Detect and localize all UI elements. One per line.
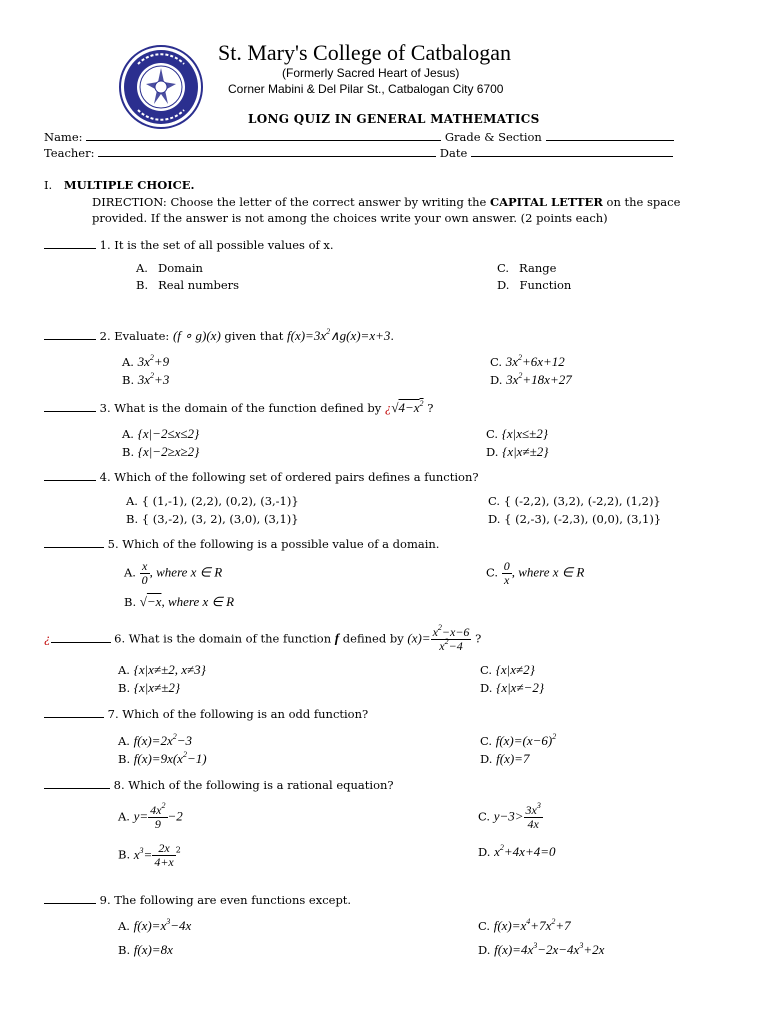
grade-label: Grade & Section [444,130,542,144]
question-3-text: 3. What is the domain of the function defined by [99,401,385,415]
q2-option-d: D. $3x^2+18x+27$ [490,371,572,387]
q1-option-c: C. Range [497,261,557,275]
q5-option-b: B. √−x, where x ∈ R [124,594,235,609]
answer-blank-9[interactable] [44,893,96,904]
question-1 [44,238,334,252]
q3-option-a: A. {x|−2≤x≤2} [122,426,200,441]
question-5-text: 5. Which of the following is a possible value of a domain. [107,537,440,551]
former-name: (Formerly Sacred Heart of Jesus) [282,66,460,80]
q9-option-c: C. $f(x)=x^4+7x^2+7$ [478,917,571,933]
question-9-text: 9. The following are even functions except. [99,893,352,907]
q4-option-a: A. { (1,-1), (2,2), (0,2), (3,-1)} [126,494,299,508]
question-5 [44,537,439,551]
q6-option-b: B. {x|x≠±2} [118,680,181,695]
question-1-text: 1. It is the set of all possible values of x. [99,238,334,252]
quiz-title: LONG QUIZ IN GENERAL MATHEMATICS [248,112,540,126]
q6-option-c: C. {x|x≠2} [480,662,535,677]
answer-blank-8[interactable] [44,778,110,789]
q1-option-d: D. Function [497,278,572,292]
direction-text: DIRECTION: Choose the letter of the correct answer by writing the [92,195,490,209]
q3-option-c: C. {x|x≤±2} [486,426,548,441]
q1-option-a: A. Domain [136,261,203,275]
direction-line-1 [92,195,680,209]
q9-option-b: B. f(x)=8x [118,942,173,957]
direction-text-end: on the space [602,195,681,209]
question-6: ¿ 6. What is the domain of the function f defined by (x)= $\frac{x^2-x-6}{x^2-4}$ ? [44,623,482,653]
question-8-text: 8. Which of the following is a rational equation? [113,778,394,792]
q5-option-c: C. $\frac{0}{x}$ , where x ∈ R [486,559,585,587]
direction-bold: CAPITAL LETTER [489,195,603,209]
question-4 [44,470,479,484]
answer-blank-6[interactable] [51,632,111,643]
answer-blank-7[interactable] [44,707,104,718]
q6-option-d: D. {x|x≠−2} [480,680,545,695]
answer-blank-5[interactable] [44,537,104,548]
q7-option-a: A. $f(x)=2x^2-3$ [118,732,192,748]
name-label: Name: [44,130,83,144]
answer-blank-1[interactable] [44,238,96,249]
q8-option-c: C. y−3> $\frac{3x^3}{4x}$ [478,801,541,831]
question-7 [44,707,368,721]
date-label: Date [439,146,468,160]
q2-option-a: A. $3x^2+9$ [122,353,170,369]
q4-option-d: D. { (2,-3), (-2,3), (0,0), (3,1)} [488,512,662,526]
teacher-row [44,146,673,160]
question-9 [44,893,351,907]
school-address: Corner Mabini & Del Pilar St., Catbalogan City 6700 [228,82,504,96]
answer-blank-2[interactable] [44,329,96,340]
q8-option-b: B. $x^3=$ $\frac{2x}{4+x}$ $^2$ [118,841,181,869]
grade-section-field[interactable] [546,130,674,141]
q1-option-b: B. Real numbers [136,278,240,292]
question-4-text: 4. Which of the following set of ordered pairs defines a function? [99,470,479,484]
question-6-text: 6. What is the domain of the function [114,631,335,646]
q9-option-d: D. $f(x)=4x^3-2x-4x^3+2x$ [478,941,605,957]
name-row [44,130,674,144]
q2-option-b: B. $3x^2+3$ [122,371,170,387]
q6-option-a: A. {x|x≠±2, x≠3} [118,662,206,677]
q7-option-d: D. f(x)=7 [480,751,530,766]
q8-option-a: A. y= $\frac{4x^2}{9}$ −2 [118,801,183,831]
section-number: I. [44,178,53,192]
section-title: MULTIPLE CHOICE. [63,178,195,192]
school-seal-logo [118,44,204,130]
q9-option-a: A. $f(x)=x^3-4x$ [118,917,192,933]
school-name: St. Mary's College of Catbalogan [218,40,511,65]
question-7-text: 7. Which of the following is an odd function? [107,707,369,721]
teacher-field[interactable] [98,146,436,157]
q8-option-d: D. $x^2+4x+4=0$ [478,843,556,859]
q4-option-c: C. { (-2,2), (3,2), (-2,2), (1,2)} [488,494,661,508]
answer-blank-3[interactable] [44,401,96,412]
question-3: 3. What is the domain of the function defined by ¿$√4-x^2$ ? [44,400,433,416]
q3-option-b: B. {x|−2≥x≥2} [122,444,200,459]
name-field[interactable] [86,130,441,141]
question-2: 2. Evaluate: (f ∘ g)(x) given that $f(x)=3x^2\wedge g(x)=x+3$. [44,328,394,344]
q2-option-c: C. $3x^2+6x+12$ [490,353,565,369]
date-field[interactable] [471,146,673,157]
question-2-text: 2. Evaluate: [99,329,173,343]
q5-option-a: A. $\frac{x}{0}$ , where x ∈ R [124,559,223,587]
teacher-label: Teacher: [44,146,95,160]
answer-blank-4[interactable] [44,470,96,481]
section-heading [44,178,195,192]
q7-option-c: C. $f(x)=(x-6)^2$ [480,732,557,748]
q3-option-d: D. {x|x≠±2} [486,444,549,459]
q7-option-b: B. $f(x)=9x(x^2-1)$ [118,750,207,766]
q4-option-b: B. { (3,-2), (3, 2), (3,0), (3,1)} [126,512,299,526]
direction-line-2: provided. If the answer is not among the choices write your own answer. (2 points each) [92,211,608,225]
question-8 [44,778,394,792]
